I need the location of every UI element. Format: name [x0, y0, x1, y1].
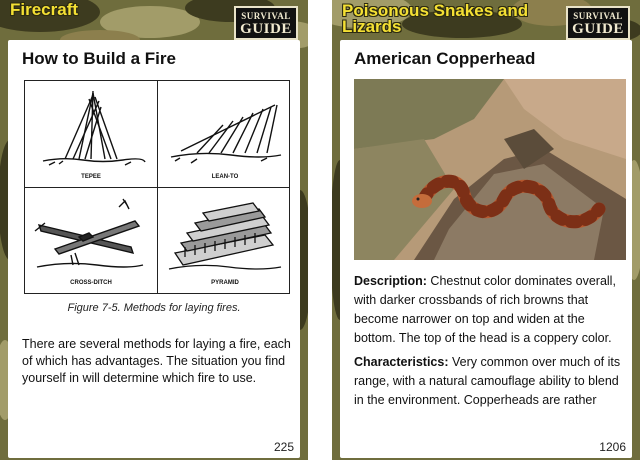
figure-label: TEPEE — [81, 174, 101, 180]
pyramid-fire-icon — [165, 197, 285, 277]
figure-label: PYRAMID — [211, 280, 239, 286]
page-title: How to Build a Fire — [22, 49, 176, 68]
survival-guide-badge-icon: SURVIVAL GUIDE — [566, 6, 630, 40]
section-title: Firecraft — [10, 0, 79, 19]
page-title: American Copperhead — [354, 49, 536, 68]
cross-ditch-fire-icon — [31, 197, 149, 275]
figure-label: CROSS-DITCH — [70, 280, 112, 286]
page-content — [340, 40, 632, 458]
snakes-card[interactable] — [332, 0, 640, 460]
copperhead-snake-photo — [354, 79, 626, 260]
tepee-fire-icon — [35, 87, 147, 167]
survival-guide-badge-icon: SURVIVAL GUIDE — [234, 6, 298, 40]
section-title: Poisonous Snakes and Lizards — [342, 1, 529, 36]
card-header — [332, 0, 640, 44]
body-text: There are several methods for laying a fire, each of which has advantages. The situation you find yourself in will determine which fire to use. — [22, 337, 291, 385]
page-number: 225 — [273, 440, 294, 454]
page-number: 1206 — [599, 440, 626, 454]
snake-description: Description: Chestnut color dominates overall, with darker crossbands of rich browns that become narrower on top and widen at the bottom. The top of the head is a coppery color. Characteristics: Very common over much of its range, with a natural camouflage ability to blend in the environment. Copperheads are rather — [354, 274, 621, 407]
figure-label: LEAN-TO — [211, 174, 239, 180]
card-header — [0, 0, 308, 44]
page-content — [8, 40, 300, 458]
figure-caption: Figure 7-5. Methods for laying fires. — [67, 302, 241, 314]
firecraft-card[interactable] — [0, 0, 308, 460]
fire-lay-figure — [24, 80, 290, 294]
lean-to-fire-icon — [167, 95, 283, 167]
